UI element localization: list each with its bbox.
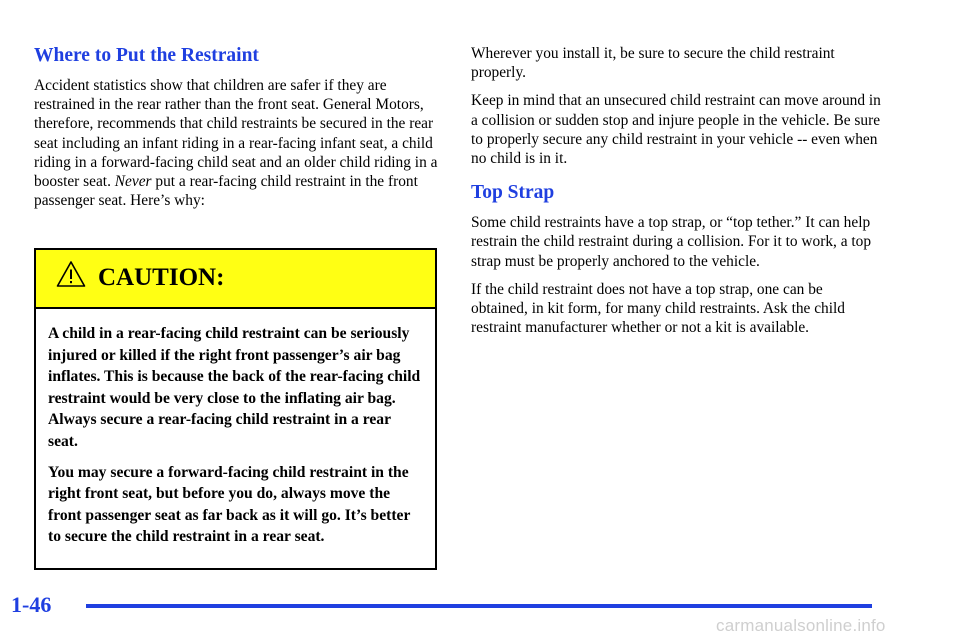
caution-paragraph-1: A child in a rear-facing child restraint can be seriously injured or killed if the right front passenger’s air bag inflates. This is because the back of the rear-facing child restraint would be very close to the inflating air bag. Always secure a rear-facing child restraint in a rear seat. <box>48 325 421 450</box>
paragraph-top-tether: Some child restraints have a top strap, or “top tether.” It can help restrain the child restraint during a collision. For it to work, a top strap must be properly anchored to the vehicle. <box>471 214 872 270</box>
section-heading-top-strap: Top Strap <box>471 182 555 204</box>
paragraph-kit-form: If the child restraint does not have a top strap, one can be obtained, in kit form, for many child restraints. Ask the child restraint manufacturer whether or not a kit is available. <box>471 280 846 337</box>
paragraph-accident-statistics <box>34 76 442 210</box>
warning-triangle-icon <box>56 260 86 288</box>
paragraph-text-end: put a rear-facing child restraint in the front passenger seat. Here’s why: <box>34 173 418 210</box>
footer-rule <box>86 604 872 608</box>
caution-paragraph-2: You may secure a forward-facing child restraint in the right front seat, but before you do, always move the front passenger seat as far back as it will go. It’s better to secure the child restraint in a rear seat. <box>48 463 411 546</box>
right-column <box>471 0 881 337</box>
caution-title: CAUTION: <box>98 264 225 291</box>
page-number: 1-46 <box>11 592 52 617</box>
watermark-text: carmanualsonline.info <box>716 616 886 635</box>
emphasis-never: Never <box>114 173 152 191</box>
caution-box <box>34 248 437 570</box>
paragraph-text-start: Accident statistics show that children are safer if they are restrained in the rear rather than the front seat. General Motors, therefore, recommends that child restraints be secured in the rear seat including an infant riding in a rear-facing infant seat, a child riding in a forward-facing child seat and an older child riding in a booster seat. <box>34 77 438 191</box>
section-heading-where-to-put: Where to Put the Restraint <box>34 45 259 66</box>
caution-body <box>36 309 435 548</box>
paragraph-unsecured-restraint: Keep in mind that an unsecured child restraint can move around in a collision or sudden stop and injure people in the vehicle. Be sure to properly secure any child restraint in your vehicle -- even when no child is in it. <box>471 92 881 168</box>
caution-header <box>36 250 435 309</box>
paragraph-wherever-install: Wherever you install it, be sure to secure the child restraint properly. <box>471 45 835 82</box>
left-column <box>34 0 442 210</box>
